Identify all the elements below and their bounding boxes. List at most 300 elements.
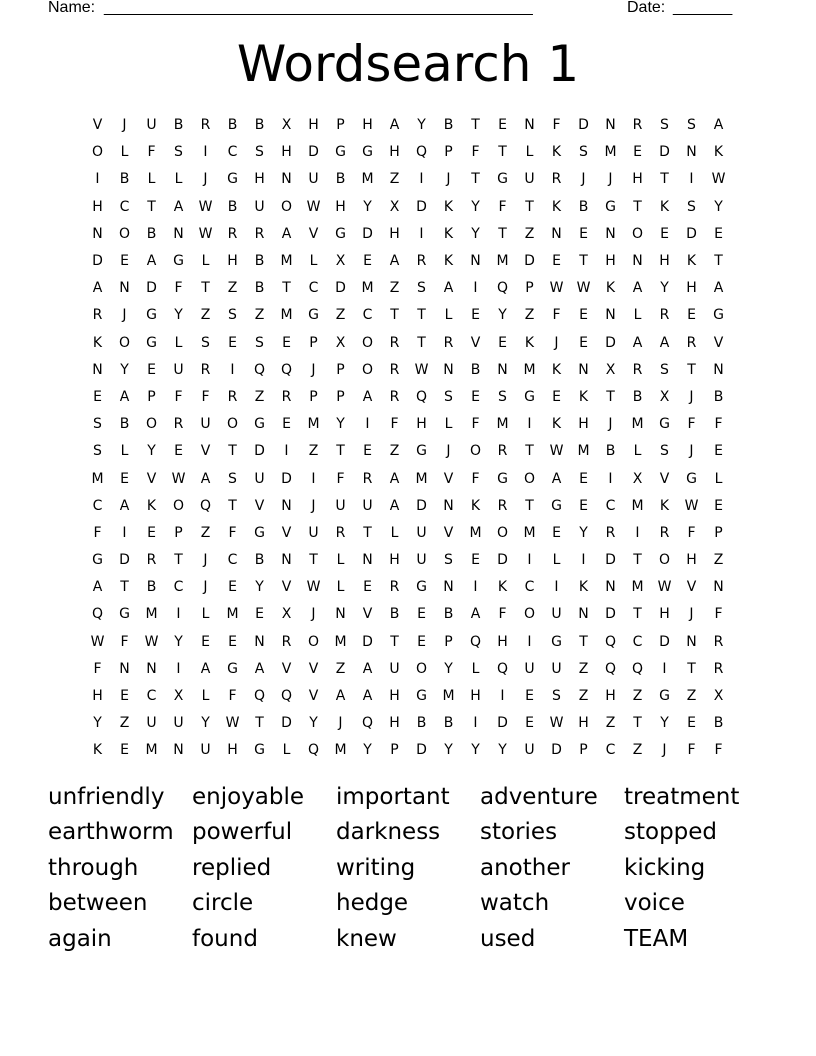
grid-letter[interactable]: F	[228, 688, 237, 705]
grid-letter[interactable]: F	[174, 388, 183, 405]
grid-letter[interactable]: S	[174, 144, 183, 161]
grid-letter[interactable]: Y	[471, 742, 480, 759]
grid-letter[interactable]: H	[686, 280, 697, 297]
grid-letter[interactable]: C	[605, 497, 616, 514]
grid-letter[interactable]: N	[524, 117, 535, 134]
grid-letter[interactable]: Q	[253, 361, 266, 378]
grid-letter[interactable]: G	[416, 688, 427, 705]
grid-letter[interactable]: G	[254, 742, 265, 759]
grid-letter[interactable]: E	[363, 443, 372, 460]
grid-letter[interactable]: V	[200, 443, 211, 460]
grid-letter[interactable]: A	[335, 688, 346, 705]
grid-letter[interactable]: J	[122, 117, 127, 134]
grid-letter[interactable]: Z	[632, 688, 643, 705]
grid-letter[interactable]: P	[714, 524, 723, 541]
grid-letter[interactable]: V	[308, 660, 319, 677]
grid-letter[interactable]: W	[549, 443, 564, 460]
grid-letter[interactable]: G	[146, 334, 157, 351]
grid-letter[interactable]: V	[470, 334, 481, 351]
grid-letter[interactable]: F	[147, 144, 156, 161]
grid-letter[interactable]: Q	[253, 688, 266, 705]
grid-letter[interactable]: F	[714, 416, 723, 433]
grid-letter[interactable]: L	[390, 524, 399, 541]
grid-letter[interactable]: A	[173, 198, 184, 215]
grid-letter[interactable]: R	[389, 579, 400, 596]
grid-letter[interactable]: Y	[579, 524, 588, 541]
grid-letter[interactable]: F	[201, 388, 210, 405]
grid-letter[interactable]: Z	[335, 307, 346, 324]
grid-letter[interactable]: T	[633, 552, 642, 569]
grid-letter[interactable]: O	[118, 334, 131, 351]
grid-letter[interactable]: M	[496, 253, 509, 270]
grid-letter[interactable]: Q	[91, 606, 104, 623]
grid-letter[interactable]: R	[443, 334, 454, 351]
grid-letter[interactable]: N	[254, 633, 265, 650]
grid-letter[interactable]: M	[334, 742, 347, 759]
grid-letter[interactable]: N	[443, 579, 454, 596]
grid-letter[interactable]: N	[497, 361, 508, 378]
grid-letter[interactable]: Y	[714, 198, 723, 215]
grid-letter[interactable]: T	[417, 307, 426, 324]
grid-letter[interactable]: H	[389, 225, 400, 242]
grid-letter[interactable]: E	[552, 253, 561, 270]
grid-letter[interactable]: M	[577, 443, 590, 460]
grid-letter[interactable]: P	[336, 388, 345, 405]
grid-letter[interactable]: S	[201, 334, 210, 351]
grid-letter[interactable]: I	[527, 633, 532, 650]
grid-letter[interactable]: L	[309, 253, 318, 270]
grid-letter[interactable]: G	[713, 307, 724, 324]
grid-letter[interactable]: E	[714, 497, 723, 514]
grid-letter[interactable]: H	[92, 198, 103, 215]
grid-letter[interactable]: C	[119, 198, 130, 215]
grid-letter[interactable]: T	[417, 334, 426, 351]
grid-letter[interactable]: N	[281, 497, 292, 514]
grid-letter[interactable]: B	[470, 361, 481, 378]
grid-letter[interactable]: O	[361, 361, 374, 378]
grid-letter[interactable]: H	[578, 416, 589, 433]
grid-letter[interactable]: V	[443, 524, 454, 541]
grid-letter[interactable]: U	[524, 742, 535, 759]
grid-letter[interactable]: G	[497, 470, 508, 487]
grid-letter[interactable]: K	[578, 388, 589, 405]
grid-letter[interactable]: I	[419, 171, 424, 188]
grid-letter[interactable]: I	[473, 280, 478, 297]
grid-letter[interactable]: L	[444, 307, 453, 324]
grid-letter[interactable]: M	[280, 253, 293, 270]
grid-letter[interactable]: D	[281, 470, 292, 487]
grid-letter[interactable]: T	[471, 117, 480, 134]
grid-letter[interactable]: J	[581, 171, 586, 188]
grid-letter[interactable]: J	[311, 361, 316, 378]
grid-letter[interactable]: H	[335, 198, 346, 215]
grid-letter[interactable]: H	[389, 715, 400, 732]
grid-letter[interactable]: Y	[174, 633, 183, 650]
grid-letter[interactable]: T	[633, 198, 642, 215]
grid-letter[interactable]: S	[498, 388, 507, 405]
grid-letter[interactable]: D	[416, 497, 427, 514]
grid-letter[interactable]: R	[659, 524, 670, 541]
grid-letter[interactable]: A	[254, 660, 265, 677]
grid-letter[interactable]: Y	[93, 715, 102, 732]
grid-letter[interactable]: N	[92, 225, 103, 242]
grid-letter[interactable]: O	[118, 225, 131, 242]
grid-letter[interactable]: Y	[174, 307, 183, 324]
grid-letter[interactable]: J	[203, 579, 208, 596]
grid-letter[interactable]: J	[662, 742, 667, 759]
grid-letter[interactable]: O	[523, 606, 536, 623]
grid-letter[interactable]: I	[365, 416, 370, 433]
grid-letter[interactable]: O	[280, 198, 293, 215]
grid-letter[interactable]: B	[578, 198, 589, 215]
grid-letter[interactable]: K	[551, 144, 562, 161]
grid-letter[interactable]: H	[389, 552, 400, 569]
grid-letter[interactable]: T	[471, 171, 480, 188]
grid-letter[interactable]: W	[198, 225, 213, 242]
grid-letter[interactable]: E	[147, 524, 156, 541]
grid-letter[interactable]: R	[227, 388, 238, 405]
grid-letter[interactable]: J	[311, 606, 316, 623]
grid-letter[interactable]: K	[605, 280, 616, 297]
grid-letter[interactable]: B	[632, 388, 643, 405]
grid-letter[interactable]: U	[173, 715, 184, 732]
grid-letter[interactable]: A	[362, 660, 373, 677]
grid-letter[interactable]: H	[227, 742, 238, 759]
grid-letter[interactable]: C	[92, 497, 103, 514]
grid-letter[interactable]: P	[147, 388, 156, 405]
grid-letter[interactable]: F	[228, 524, 237, 541]
grid-letter[interactable]: A	[281, 225, 292, 242]
grid-letter[interactable]: M	[226, 606, 239, 623]
grid-letter[interactable]: W	[144, 633, 159, 650]
grid-letter[interactable]: L	[525, 144, 534, 161]
grid-letter[interactable]: T	[120, 579, 129, 596]
grid-letter[interactable]: R	[497, 443, 508, 460]
grid-letter[interactable]: Y	[471, 225, 480, 242]
grid-letter[interactable]: H	[686, 552, 697, 569]
grid-letter[interactable]: R	[254, 225, 265, 242]
grid-letter[interactable]: R	[146, 552, 157, 569]
grid-letter[interactable]: E	[147, 361, 156, 378]
grid-letter[interactable]: J	[338, 715, 343, 732]
grid-letter[interactable]: S	[228, 470, 237, 487]
grid-letter[interactable]: K	[443, 225, 454, 242]
grid-letter[interactable]: N	[362, 552, 373, 569]
grid-letter[interactable]: Z	[686, 688, 697, 705]
grid-letter[interactable]: R	[497, 497, 508, 514]
grid-letter[interactable]: G	[362, 144, 373, 161]
grid-letter[interactable]: U	[362, 497, 373, 514]
grid-letter[interactable]: U	[200, 416, 211, 433]
grid-letter[interactable]: T	[282, 280, 291, 297]
grid-letter[interactable]: Y	[309, 715, 318, 732]
grid-letter[interactable]: T	[174, 552, 183, 569]
grid-letter[interactable]: Q	[280, 361, 293, 378]
grid-letter[interactable]: Y	[201, 715, 210, 732]
grid-letter[interactable]: V	[281, 579, 292, 596]
grid-letter[interactable]: A	[443, 280, 454, 297]
grid-letter[interactable]: D	[92, 253, 103, 270]
grid-letter[interactable]: J	[203, 552, 208, 569]
grid-letter[interactable]: W	[711, 171, 726, 188]
grid-letter[interactable]: M	[496, 416, 509, 433]
grid-letter[interactable]: G	[551, 497, 562, 514]
grid-letter[interactable]: J	[689, 388, 694, 405]
grid-letter[interactable]: T	[498, 144, 507, 161]
grid-letter[interactable]: O	[91, 144, 104, 161]
grid-letter[interactable]: I	[554, 579, 559, 596]
grid-letter[interactable]: R	[713, 660, 724, 677]
grid-letter[interactable]: B	[173, 117, 184, 134]
grid-letter[interactable]: R	[362, 470, 373, 487]
grid-letter[interactable]: H	[227, 253, 238, 270]
grid-letter[interactable]: A	[92, 280, 103, 297]
grid-letter[interactable]: E	[120, 742, 129, 759]
grid-letter[interactable]: R	[389, 388, 400, 405]
grid-letter[interactable]: C	[146, 688, 157, 705]
grid-letter[interactable]: N	[281, 171, 292, 188]
grid-letter[interactable]: D	[254, 443, 265, 460]
grid-letter[interactable]: T	[201, 280, 210, 297]
grid-letter[interactable]: D	[119, 552, 130, 569]
grid-letter[interactable]: D	[578, 117, 589, 134]
grid-letter[interactable]: J	[122, 307, 127, 324]
grid-letter[interactable]: T	[633, 606, 642, 623]
grid-letter[interactable]: Y	[120, 361, 129, 378]
grid-letter[interactable]: M	[91, 470, 104, 487]
grid-letter[interactable]: L	[201, 606, 210, 623]
grid-letter[interactable]: H	[605, 253, 616, 270]
grid-letter[interactable]: A	[713, 117, 724, 134]
grid-letter[interactable]: K	[713, 144, 724, 161]
grid-letter[interactable]: E	[579, 470, 588, 487]
grid-letter[interactable]: D	[497, 715, 508, 732]
grid-letter[interactable]: Q	[415, 144, 428, 161]
grid-letter[interactable]: T	[147, 198, 156, 215]
grid-letter[interactable]: F	[120, 633, 129, 650]
grid-letter[interactable]: E	[714, 225, 723, 242]
grid-letter[interactable]: A	[389, 253, 400, 270]
grid-letter[interactable]: L	[201, 253, 210, 270]
grid-letter[interactable]: V	[254, 497, 265, 514]
grid-letter[interactable]: F	[471, 470, 480, 487]
grid-letter[interactable]: H	[659, 253, 670, 270]
grid-letter[interactable]: N	[713, 361, 724, 378]
grid-letter[interactable]: R	[551, 171, 562, 188]
grid-letter[interactable]: K	[92, 742, 103, 759]
grid-letter[interactable]: E	[660, 225, 669, 242]
grid-letter[interactable]: U	[254, 198, 265, 215]
grid-letter[interactable]: E	[552, 524, 561, 541]
grid-letter[interactable]: P	[444, 144, 453, 161]
grid-letter[interactable]: T	[228, 443, 237, 460]
grid-letter[interactable]: B	[146, 579, 157, 596]
grid-letter[interactable]: H	[578, 715, 589, 732]
grid-letter[interactable]: W	[549, 715, 564, 732]
grid-letter[interactable]: W	[171, 470, 186, 487]
grid-letter[interactable]: C	[227, 144, 238, 161]
grid-letter[interactable]: U	[200, 742, 211, 759]
grid-letter[interactable]: X	[281, 606, 292, 623]
grid-letter[interactable]: E	[498, 334, 507, 351]
grid-letter[interactable]: U	[173, 361, 184, 378]
grid-letter[interactable]: V	[281, 660, 292, 677]
grid-letter[interactable]: G	[254, 416, 265, 433]
grid-letter[interactable]: E	[228, 633, 237, 650]
grid-letter[interactable]: Z	[524, 307, 535, 324]
grid-letter[interactable]: Q	[415, 388, 428, 405]
grid-letter[interactable]: I	[635, 524, 640, 541]
grid-letter[interactable]: W	[90, 633, 105, 650]
grid-letter[interactable]: A	[362, 688, 373, 705]
grid-letter[interactable]: C	[605, 742, 616, 759]
grid-letter[interactable]: R	[200, 117, 211, 134]
grid-letter[interactable]: F	[552, 307, 561, 324]
grid-letter[interactable]: E	[201, 633, 210, 650]
grid-letter[interactable]: T	[390, 633, 399, 650]
grid-letter[interactable]: R	[389, 334, 400, 351]
grid-letter[interactable]: A	[659, 334, 670, 351]
grid-letter[interactable]: O	[145, 416, 158, 433]
grid-letter[interactable]: L	[201, 688, 210, 705]
grid-letter[interactable]: G	[173, 253, 184, 270]
grid-letter[interactable]: J	[689, 443, 694, 460]
grid-letter[interactable]: D	[281, 715, 292, 732]
grid-letter[interactable]: G	[254, 524, 265, 541]
grid-letter[interactable]: O	[496, 524, 509, 541]
grid-letter[interactable]: H	[659, 606, 670, 623]
grid-letter[interactable]: N	[119, 280, 130, 297]
grid-letter[interactable]: B	[146, 225, 157, 242]
grid-letter[interactable]: W	[225, 715, 240, 732]
grid-letter[interactable]: S	[552, 688, 561, 705]
grid-letter[interactable]: S	[255, 144, 264, 161]
grid-letter[interactable]: E	[687, 307, 696, 324]
grid-letter[interactable]: Y	[471, 198, 480, 215]
grid-letter[interactable]: X	[335, 253, 346, 270]
grid-letter[interactable]: I	[608, 470, 613, 487]
grid-letter[interactable]: P	[174, 524, 183, 541]
grid-letter[interactable]: Q	[307, 742, 320, 759]
grid-letter[interactable]: D	[659, 633, 670, 650]
grid-letter[interactable]: P	[336, 361, 345, 378]
grid-letter[interactable]: V	[308, 225, 319, 242]
grid-letter[interactable]: Y	[336, 416, 345, 433]
grid-letter[interactable]: K	[686, 253, 697, 270]
grid-letter[interactable]: N	[578, 606, 589, 623]
grid-letter[interactable]: Z	[389, 280, 400, 297]
grid-letter[interactable]: I	[527, 416, 532, 433]
grid-letter[interactable]: E	[228, 334, 237, 351]
grid-letter[interactable]: W	[549, 280, 564, 297]
grid-letter[interactable]: S	[444, 388, 453, 405]
grid-letter[interactable]: X	[173, 688, 184, 705]
grid-letter[interactable]: O	[631, 225, 644, 242]
grid-letter[interactable]: U	[524, 171, 535, 188]
grid-letter[interactable]: B	[254, 280, 265, 297]
grid-letter[interactable]: I	[311, 470, 316, 487]
grid-letter[interactable]: A	[713, 280, 724, 297]
grid-letter[interactable]: B	[227, 117, 238, 134]
grid-letter[interactable]: S	[255, 334, 264, 351]
grid-letter[interactable]: Z	[524, 225, 535, 242]
grid-letter[interactable]: H	[254, 171, 265, 188]
grid-letter[interactable]: R	[281, 388, 292, 405]
grid-letter[interactable]: W	[306, 579, 321, 596]
grid-letter[interactable]: X	[605, 361, 616, 378]
grid-letter[interactable]: A	[389, 497, 400, 514]
grid-letter[interactable]: S	[660, 443, 669, 460]
grid-letter[interactable]: Z	[254, 388, 265, 405]
grid-letter[interactable]: J	[311, 497, 316, 514]
grid-letter[interactable]: I	[500, 688, 505, 705]
grid-letter[interactable]: U	[551, 660, 562, 677]
grid-letter[interactable]: T	[633, 715, 642, 732]
grid-letter[interactable]: L	[633, 307, 642, 324]
grid-letter[interactable]: Z	[227, 280, 238, 297]
grid-letter[interactable]: R	[713, 633, 724, 650]
grid-letter[interactable]: K	[551, 416, 562, 433]
grid-letter[interactable]: Z	[632, 742, 643, 759]
grid-letter[interactable]: I	[419, 225, 424, 242]
grid-letter[interactable]: U	[308, 524, 319, 541]
grid-letter[interactable]: D	[605, 334, 616, 351]
grid-letter[interactable]: T	[390, 307, 399, 324]
grid-letter[interactable]: I	[284, 443, 289, 460]
grid-letter[interactable]: C	[308, 280, 319, 297]
grid-letter[interactable]: N	[605, 307, 616, 324]
grid-letter[interactable]: A	[362, 388, 373, 405]
grid-letter[interactable]: U	[146, 117, 157, 134]
grid-letter[interactable]: T	[687, 660, 696, 677]
grid-letter[interactable]: E	[120, 470, 129, 487]
grid-letter[interactable]: J	[446, 443, 451, 460]
grid-letter[interactable]: W	[198, 198, 213, 215]
grid-letter[interactable]: N	[605, 117, 616, 134]
grid-letter[interactable]: I	[473, 579, 478, 596]
grid-letter[interactable]: M	[523, 361, 536, 378]
grid-letter[interactable]: I	[581, 552, 586, 569]
grid-letter[interactable]: R	[659, 307, 670, 324]
grid-letter[interactable]: D	[524, 253, 535, 270]
grid-letter[interactable]: U	[254, 470, 265, 487]
grid-letter[interactable]: S	[228, 307, 237, 324]
grid-letter[interactable]: T	[525, 198, 534, 215]
grid-letter[interactable]: G	[335, 225, 346, 242]
grid-letter[interactable]: Z	[335, 660, 346, 677]
grid-letter[interactable]: Y	[660, 280, 669, 297]
grid-letter[interactable]: J	[689, 606, 694, 623]
grid-letter[interactable]: M	[631, 497, 644, 514]
grid-letter[interactable]: S	[660, 361, 669, 378]
grid-letter[interactable]: N	[146, 660, 157, 677]
grid-letter[interactable]: D	[605, 606, 616, 623]
grid-letter[interactable]: G	[551, 633, 562, 650]
grid-letter[interactable]: N	[470, 253, 481, 270]
grid-letter[interactable]: I	[95, 171, 100, 188]
grid-letter[interactable]: S	[660, 117, 669, 134]
grid-letter[interactable]: A	[389, 470, 400, 487]
grid-letter[interactable]: P	[579, 742, 588, 759]
grid-letter[interactable]: N	[281, 552, 292, 569]
grid-letter[interactable]: I	[662, 660, 667, 677]
grid-letter[interactable]: Q	[199, 497, 212, 514]
grid-letter[interactable]: Y	[417, 117, 426, 134]
grid-letter[interactable]: J	[446, 171, 451, 188]
grid-letter[interactable]: X	[389, 198, 400, 215]
grid-letter[interactable]: X	[659, 388, 670, 405]
grid-letter[interactable]: U	[389, 660, 400, 677]
